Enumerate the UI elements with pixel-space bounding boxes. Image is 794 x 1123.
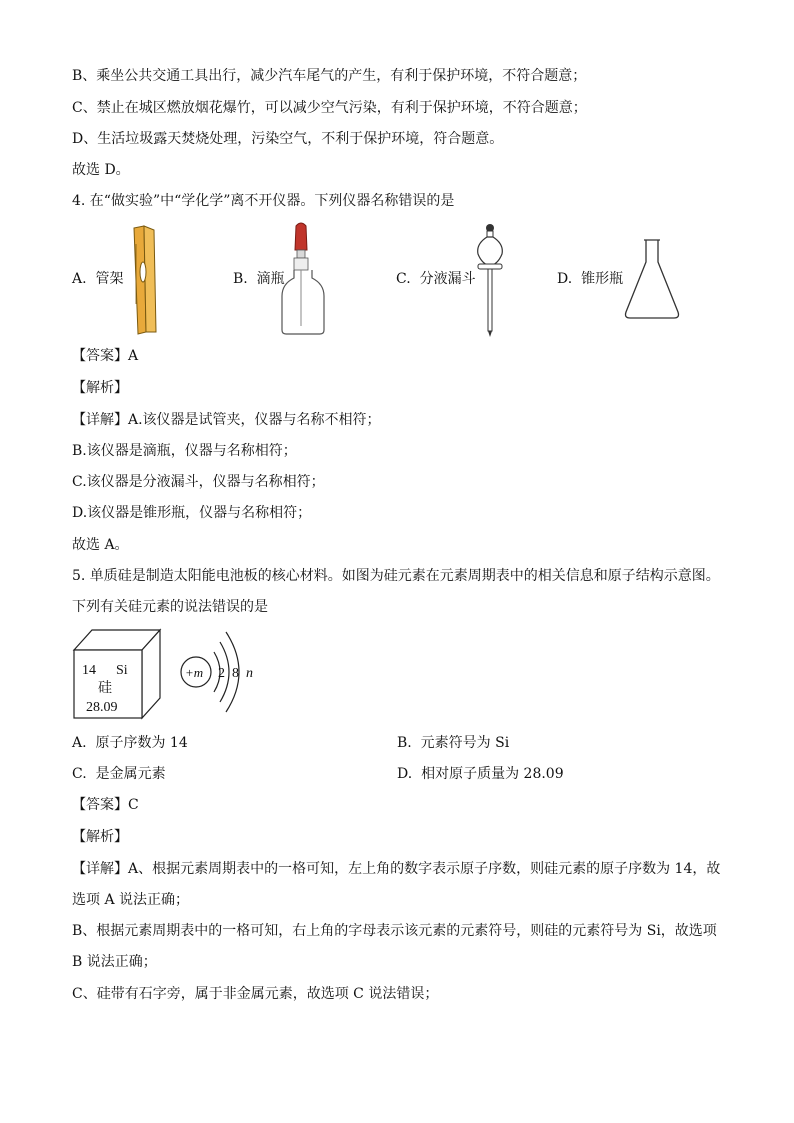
q5-detail-b-line2: B 说法正确；	[72, 954, 157, 970]
q5-option-d-text: 相对原子质量为 28.09	[421, 766, 564, 782]
q4-option-a	[72, 269, 123, 289]
q5-option-a-letter: A.	[72, 735, 87, 751]
q5-option-a-text: 原子序数为 14	[95, 735, 188, 751]
q4-conclusion: 故选 A。	[72, 537, 129, 553]
q5-detail-tag: 【详解】	[72, 861, 128, 877]
q5-stem-line2: 下列有关硅元素的说法错误的是	[72, 599, 268, 615]
q5-answer-tag: 【答案】	[72, 797, 128, 813]
shell-3-count: n	[246, 666, 253, 681]
shell-1-count: 2	[218, 666, 225, 681]
atomic-mass: 28.09	[86, 700, 118, 715]
q5-stem-line1: 5. 单质硅是制造太阳能电池板的核心材料。如图为硅元素在元素周期表中的相关信息和原子结构示意图。	[72, 568, 720, 584]
q5-option-c-text: 是金属元素	[95, 766, 166, 782]
q5-option-c	[72, 764, 166, 784]
dropper-bottle-icon	[276, 222, 330, 336]
q4-option-d-name: 锥形瓶	[581, 271, 624, 287]
q5-answer	[72, 795, 139, 815]
q5-option-c-letter: C.	[72, 766, 87, 782]
test-tube-clamp-icon	[128, 224, 164, 336]
q5-detail-b-line1: B、根据元素周期表中的一格可知，右上角的字母表示该元素的元素符号，则硅的元素符号为 Si，故选项	[72, 923, 717, 939]
q5-detail-a-line1	[72, 859, 720, 879]
nucleus-charge: +m	[185, 665, 204, 680]
q4-stem: 4. 在“做实验”中“学化学”离不开仪器。下列仪器名称错误的是	[72, 193, 455, 209]
q4-analysis-tag: 【解析】	[72, 380, 128, 396]
q5-detail-c: C、硅带有石字旁，属于非金属元素，故选项 C 说法错误；	[72, 986, 439, 1002]
q5-option-b	[397, 733, 509, 753]
q5-option-b-text: 元素符号为 Si	[420, 735, 510, 751]
element-symbol: Si	[116, 663, 128, 678]
conical-flask-icon	[622, 236, 682, 322]
q4-option-d-letter: D.	[557, 271, 573, 287]
shell-2-count: 8	[232, 666, 239, 681]
q4-answer-tag: 【答案】	[72, 348, 128, 364]
q4-option-d	[557, 269, 623, 289]
prev-conclusion: 故选 D。	[72, 162, 130, 178]
q4-option-b-letter: B.	[233, 271, 248, 287]
periodic-table-cell	[72, 628, 162, 720]
q5-option-b-letter: B.	[397, 735, 412, 751]
q5-detail-a-line2: 选项 A 说法正确；	[72, 892, 190, 908]
q4-option-c-letter: C.	[396, 271, 411, 287]
atomic-structure-diagram	[176, 626, 266, 716]
q4-detail-c: C.该仪器是分液漏斗，仪器与名称相符；	[72, 474, 325, 490]
q5-analysis-tag: 【解析】	[72, 829, 128, 845]
atomic-number: 14	[82, 663, 96, 678]
prev-option-b: B、乘坐公共交通工具出行，减少汽车尾气的产生，有利于保护环境，不符合题意；	[72, 68, 587, 84]
q4-detail-a	[72, 410, 381, 430]
separatory-funnel-icon	[472, 220, 508, 338]
element-name: 硅	[98, 681, 112, 696]
q4-detail-b: B.该仪器是滴瓶，仪器与名称相符；	[72, 443, 297, 459]
prev-option-c: C、禁止在城区燃放烟花爆竹，可以减少空气污染，有利于保护环境，不符合题意；	[72, 100, 587, 116]
q4-option-a-name: 管架	[95, 271, 124, 287]
q5-detail-a-text: A、根据元素周期表中的一格可知，左上角的数字表示原子序数，则硅元素的原子序数为 14，故	[128, 861, 721, 877]
q4-option-c-name: 分液漏斗	[419, 271, 476, 287]
prev-option-d: D、生活垃圾露天焚烧处理，污染空气，不利于保护环境，符合题意。	[72, 131, 504, 147]
q4-detail-d: D.该仪器是锥形瓶，仪器与名称相符；	[72, 505, 312, 521]
q4-option-c	[396, 269, 476, 289]
q4-detail-a-text: A.该仪器是试管夹，仪器与名称不相符；	[128, 412, 381, 428]
q5-option-d	[397, 764, 564, 784]
q5-option-d-letter: D.	[397, 766, 413, 782]
q5-answer-value: C	[128, 797, 139, 813]
q4-answer-value: A	[128, 348, 139, 364]
q4-option-a-letter: A.	[72, 271, 87, 287]
q5-option-a	[72, 733, 188, 753]
q4-answer	[72, 346, 138, 366]
q4-option-b-name: 滴瓶	[256, 271, 285, 287]
q4-detail-tag: 【详解】	[72, 412, 128, 428]
